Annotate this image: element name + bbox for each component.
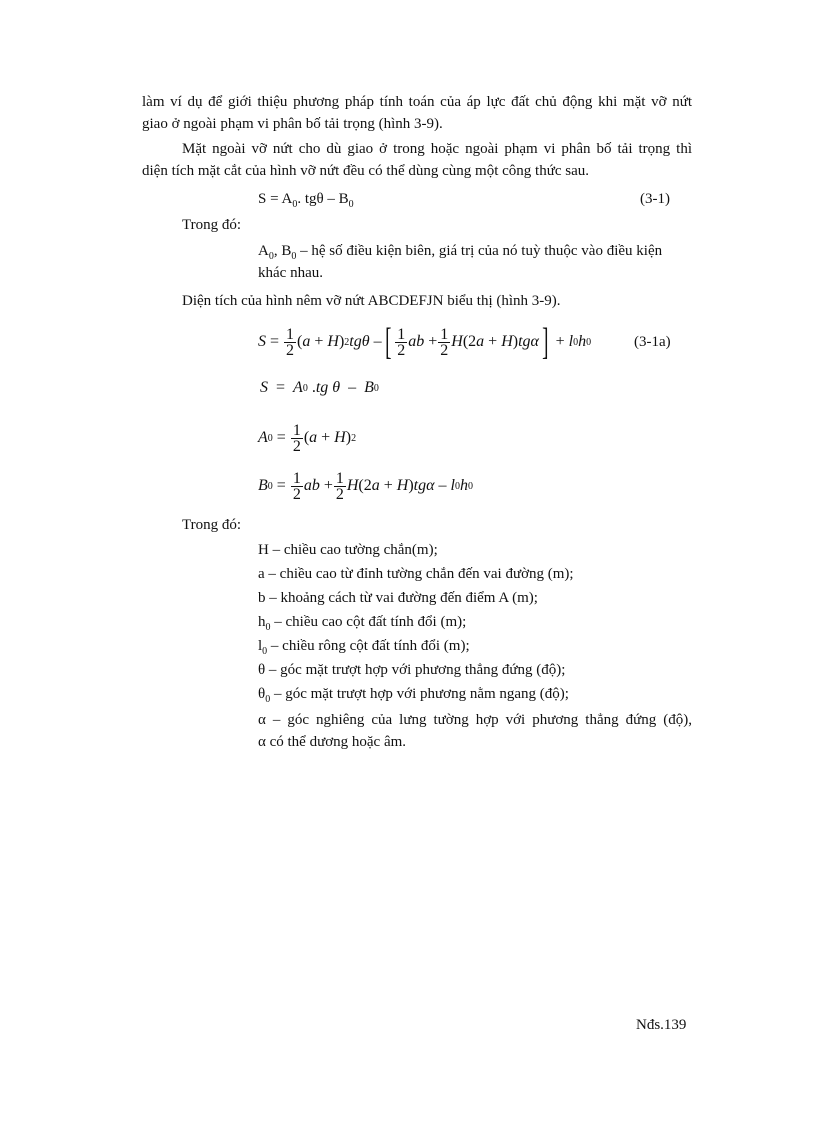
wedge-area-sentence: Diện tích của hình nêm vỡ nứt ABCDEFJN biểu thị (hình 3-9). (182, 293, 561, 309)
equation-a0: A 0 = $\frac{1}{2}$ ( a + H ) 2 (258, 421, 357, 455)
equation-3-1a-number: (3-1a) (634, 334, 671, 350)
definition-h: H – chiều cao tường chắn(m); (258, 542, 438, 558)
coefficient-definition-line-2: khác nhau. (258, 265, 323, 281)
page-number: Nđs.139 (636, 1017, 687, 1033)
definition-alpha-sign: α có thể dương hoặc âm. (258, 734, 407, 750)
trong-do-label-1: Trong đó: (182, 217, 242, 233)
paragraph-1-line-2: giao ở ngoài phạm vi phân bố tải trọng (hình 3-9). (142, 116, 443, 132)
equation-s-a0-b0: S = A 0 . tg θ – B 0 (260, 379, 379, 396)
definition-theta: θ – góc mặt trượt hợp với phương thẳng đứng (độ); (258, 662, 566, 678)
equation-3-1: $S = A_0$. tgθ – $B_0$ (258, 191, 354, 210)
coefficient-definition-line-1: $A_0$, $B_0$ – hệ số điều kiện biên, giá trị của nó tuỳ thuộc vào điều kiện (258, 243, 663, 262)
definition-a: a – chiều cao từ đỉnh tường chắn đến vai đường (m); (258, 566, 574, 582)
paragraph-1-line-1: làm ví dụ để giới thiệu phương pháp tính toán của áp lực đất chủ động khi mặt vỡ nứt (142, 94, 692, 110)
definition-h0: $h_0$ – chiều cao cột đất tính đổi (m); (258, 614, 467, 633)
equation-3-1a: S = $\frac{1}{2}$ ( a + H ) 2 tgθ – [ $\frac{1}{2}$ ab + $\frac{1}{2}$ H (2 a + H ) tgα ] + l 0 h 0 (258, 321, 592, 363)
definition-l0: $l_0$ – chiều rông cột đất tính đổi (m); (258, 638, 470, 657)
definition-alpha: α – góc nghiêng của lưng tường hợp với phương thẳng đứng (độ), (258, 712, 692, 728)
equation-b0: B 0 = $\frac{1}{2}$ ab + $\frac{1}{2}$ H (2 a + H ) tgα – l 0 h 0 (258, 469, 473, 503)
paragraph-2-line-2: diện tích mặt cắt của hình vỡ nứt đều có thể dùng cùng một công thức sau. (142, 163, 589, 179)
trong-do-label-2: Trong đó: (182, 517, 242, 533)
definition-theta0: $\theta_0$ – góc mặt trượt hợp với phương nằm ngang (độ); (258, 686, 569, 705)
definition-b: b – khoảng cách từ vai đường đến điểm A (m); (258, 590, 538, 606)
equation-3-1-number: (3-1) (640, 191, 670, 207)
paragraph-2-line-1: Mặt ngoài vỡ nứt cho dù giao ở trong hoặc ngoài phạm vi phân bố tải trọng thì (182, 141, 692, 157)
